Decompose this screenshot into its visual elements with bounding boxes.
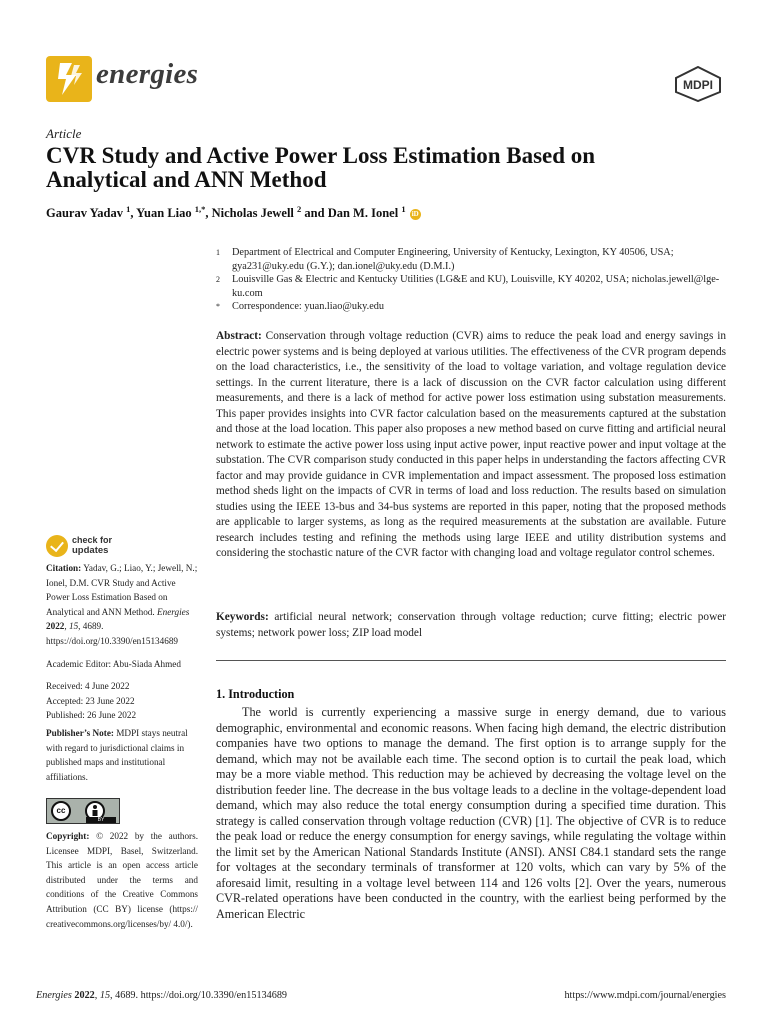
journal-name: energies [96, 58, 199, 90]
footer-journal-url[interactable]: https://www.mdpi.com/journal/energies [564, 990, 726, 1001]
footer-journal: Energies [36, 990, 72, 1001]
abstract-label: Abstract: [216, 330, 262, 342]
affiliation-item [216, 300, 726, 314]
keywords-text: artificial neural network; conservation through voltage reduction; curve fitting; electric power systems; network power loss; ZIP load model [216, 611, 726, 639]
footer-year: 2022 [74, 990, 95, 1001]
citation-block: Citation: Yadav, G.; Liao, Y.; Jewell, N.; Ionel, D.M. CVR Study and Active Power Loss Estimation Based on Analytical and ANN Method. Energies 2022, 15, 4689. https://doi.org/10.3390/en15134689 [46, 563, 198, 646]
author-name: Nicholas Jewell [211, 206, 294, 221]
cc-by-label: BY [86, 817, 116, 823]
creative-commons-icon: cc [51, 801, 71, 821]
footer-volume: 15 [99, 990, 111, 1001]
abstract-text: Conservation through voltage reduction (CVR) aims to reduce the peak load and energy savings in electric power systems and is being deployed at various utilities. The effectiveness of the CVR program depends on the load characteristics, i.e., the sensitivity of the load to voltage variation, and voltage regulation device settings. In the current literature, there is a lack of discussion on the CVR factor calculation using different measurements, and there is a lack of method for active power loss estimation using substation measurements. This paper provides insights into CVR factor calculation based on the measurements captured at the substation and those at the load location. This paper also proposes a new method based on curve fitting and artificial neural network to estimate the active power loss using input active power, input reactive power and input voltage at the substation. The CVR comparison study conducted in this paper helps in understanding the factors affecting CVR factor and may provide guidance in CVR implementation and impact assessment. The proposed loss estimation method sheds light on the impacts of CVR in terms of load and loss reduction. The results based on simulation studies using the IEEE 13-bus and 34-bus systems are reported in this paper, noting that the proposed methods are applicable to larger systems, as long as the required measurements at the substation are available. Future research includes testing and refining the methods using large IEEE and utility distribution systems and considering the stochastic nature of the CVR factor with changing load and voltage regulator control schemes. [216, 330, 726, 559]
keywords-label: Keywords: [216, 611, 269, 623]
copyright-label: Copyright: [46, 831, 90, 841]
introduction-text: The world is currently experiencing a massive surge in energy demand, due to various demographic, environmental and economic reasons. When facing high demand, the electric distribution companies have two options to manage the demand. The first option is to arrange supply for the demand, which may not be available each time. The second option is to curtail the peak load, which may be a more viable method. This reduction may be achieved by decreasing the voltage level on the distribution feeder line. The decrease in the bus voltage leads to a decline in the voltage-dependent load demand, which may also reduce the total energy consumption during a specified time duration. This strategy is called conservation through voltage reduction (CVR) [1]. The objective of CVR is to reduce the peak load or reduce the energy consumption for energy savings, while regulating the voltage within the limit set by the American National Standards Institute (ANSI). ANSI C84.1 standard sets the range for voltages at the secondary terminals of transformer at 120 volts, which can vary by 5% of the aforesaid limit, resulting in a voltage level between 114 and 126 volts [2]. Over the years, numerous CVR-related operations have been conducted in the country, with the earliest being performed by the American Electric [216, 705, 726, 921]
affiliations [216, 246, 726, 314]
citation-text: Yadav, G.; Liao, Y.; Jewell, N.; Ionel, D.M. CVR Study and Active Power Loss Estimation Based on Analytical and ANN Method. [46, 563, 198, 617]
publisher-note [46, 726, 198, 784]
author-name: Gaurav Yadav [46, 206, 123, 221]
author-affil-mark: 1,* [194, 204, 206, 214]
affiliation-mark: * [216, 302, 220, 312]
date-received: Received: 4 June 2022 [46, 681, 130, 691]
citation-journal: Energies [157, 606, 190, 617]
author-affil-mark: 2 [297, 204, 302, 214]
affiliation-item [216, 246, 726, 273]
correspondence-email[interactable]: Correspondence: yuan.liao@uky.edu [232, 301, 385, 313]
affiliation-text: Louisville Gas & Electric and Kentucky Utilities (LG&E and KU), Louisville, KY 40202, USA; nicholas.jewell@lge-ku.com [232, 274, 720, 299]
checkmark-icon [46, 535, 68, 557]
check-updates-line1: check for [72, 535, 113, 545]
author-name: Dan M. Ionel [327, 206, 399, 221]
date-published: Published: 26 June 2022 [46, 710, 137, 721]
date-accepted: Accepted: 23 June 2022 [46, 695, 135, 706]
publication-dates [46, 679, 198, 723]
affiliation-mark: 1 [216, 248, 220, 257]
author-affil-mark: 1 [126, 204, 131, 214]
article-type: Article [46, 126, 82, 141]
section-heading: 1. Introduction [216, 687, 295, 701]
citation-volume: 15 [68, 621, 79, 632]
author-name: Yuan Liao [136, 206, 192, 221]
citation-label: Citation: [46, 563, 82, 573]
energies-logo-icon [46, 56, 92, 102]
copyright-block [46, 829, 198, 931]
keywords [216, 610, 726, 641]
author-list: Gaurav Yadav $^1$, Yuan Liao $^{1,*}$, Nicholas Jewell $^2$ and Dan M. Ionel $^1$ iD [46, 204, 419, 221]
affiliation-text: Department of Electrical and Computer Engineering, University of Kentucky, Lexington, KY 40506, USA; gya231@uky.edu (G.Y.); dan.ionel@uky.edu (D.M.I.) [232, 247, 674, 272]
copyright-text: © 2022 by the authors. Licensee MDPI, Basel, Switzerland. This article is an open access article distributed under the terms and conditions of the Creative Commons Attribution (CC BY) license (https:// creativecommons.org/licenses/by/ 4.0/). [46, 831, 198, 929]
section-divider [216, 660, 726, 661]
footer-doi-link[interactable]: , 4689. https://doi.org/10.3390/en15134689 [110, 990, 288, 1001]
check-updates-line2: updates [72, 545, 109, 556]
orcid-icon[interactable]: iD [411, 210, 419, 219]
abstract [216, 329, 726, 562]
check-for-updates-button[interactable] [46, 535, 146, 557]
citation-doi-link[interactable]: , 4689. https://doi.org/10.3390/en15134689 [46, 621, 179, 646]
affiliation-mark: 2 [216, 275, 220, 285]
mdpi-logo-icon [674, 66, 722, 102]
publisher-note-text: MDPI stays neutral with regard to jurisdictional claims in published maps and institutional affiliations. [46, 728, 188, 782]
cc-by-license-badge[interactable] [46, 798, 120, 824]
citation-year: 2022 [46, 621, 65, 632]
publisher-note-label: Publisher’s Note: [46, 728, 114, 738]
publisher-name: MDPI [683, 78, 713, 92]
author-affil-mark: 1 [401, 204, 406, 214]
footer-citation: Energies 2022, 15, 4689. https://doi.org/10.3390/en15134689 [36, 990, 288, 1001]
journal-header [46, 56, 726, 108]
paper-title: CVR Study and Active Power Loss Estimation Based on Analytical and ANN Method [46, 143, 596, 192]
academic-editor: Academic Editor: Abu-Siada Ahmed [46, 659, 181, 669]
affiliation-item [216, 273, 726, 300]
